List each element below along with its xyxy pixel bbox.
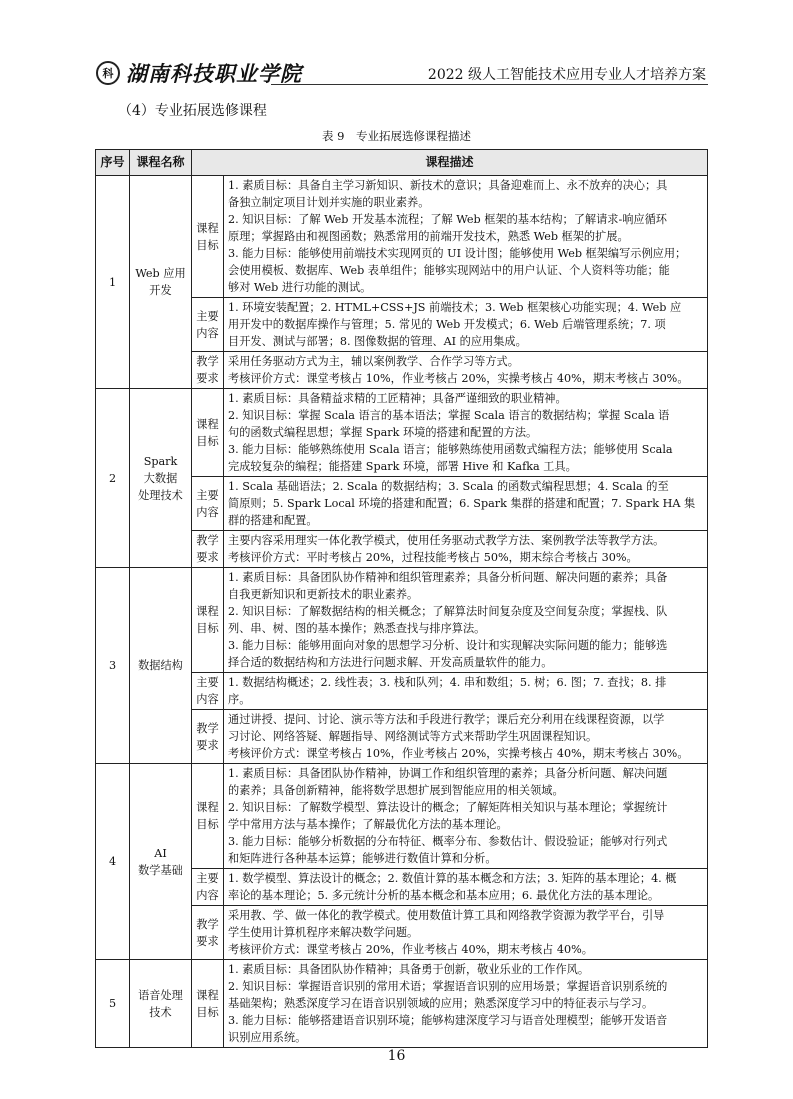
detail-label [192,960,224,1047]
description-line: 3. 能力目标：能够用面向对象的思想学习分析、设计和实现解决实际问题的能力；能够选 [228,639,668,652]
description-line: 3. 能力目标：能够分析数据的分布特征、概率分布、参数估计、假设验证；能够对行列式 [228,835,668,848]
detail-label-line: 教学 [196,917,219,931]
course-description-table [95,149,708,1048]
detail-label-line: 目标 [196,818,219,831]
detail-row [192,531,707,568]
detail-label-line: 要求 [196,934,219,948]
detail-label-line: 目标 [196,1005,219,1019]
detail-label-line: 要求 [196,372,219,385]
course-name-line: AI [154,846,167,860]
course-name [130,764,192,960]
detail-description [224,389,708,477]
course-detail-table [192,568,707,763]
description-line: 2. 知识目标：了解数学模型、算法设计的概念；了解矩阵相关知识与基本理论；掌握统计 [228,801,668,814]
detail-row [192,568,707,673]
description-line: 和矩阵进行各种基本运算；能够进行数值计算和分析。 [228,852,497,865]
course-name [130,960,192,1048]
detail-row [192,906,707,960]
description-line: 自我更新知识和更新技术的职业素养。 [228,588,419,601]
description-line: 考核评价方式：课堂考核占 10%，作业考核占 20%，实操考核占 40%，期末考核占 30%。 [228,747,689,760]
detail-row [192,176,707,298]
course-name-line: 处理技术 [138,488,183,502]
detail-label [192,906,224,960]
detail-row [192,352,707,389]
header-divider [271,84,708,85]
detail-label-line: 内容 [196,693,219,706]
description-line: 列、串、树、图的基本操作；熟悉查找与排序算法。 [228,622,486,635]
description-line: 1. 数学模型、算法设计的概念；2. 数值计算的基本概念和方法；3. 矩阵的基本理论；4. 概 [228,872,677,885]
detail-label [192,673,224,710]
section-title: （4）专业拓展选修课程 [118,103,267,119]
table-row [96,764,708,960]
description-line: 考核评价方式：课堂考核占 20%，作业考核占 40%，期末考核占 40%。 [228,943,593,956]
column-header-number: 序号 [96,150,130,176]
table-row [96,568,708,764]
table-row [96,960,708,1048]
column-header-description: 课程描述 [192,150,708,176]
detail-label [192,298,224,352]
description-line: 识别应用系统。 [228,1031,307,1044]
course-detail-table [192,176,707,388]
detail-label [192,710,224,764]
detail-label [192,352,224,389]
description-line: 2. 知识目标：了解数据结构的相关概念；了解算法时间复杂度及空间复杂度；掌握栈、队 [228,605,668,618]
detail-description [224,531,708,568]
description-line: 1. 数据结构概述；2. 线性表；3. 栈和队列；4. 串和数组；5. 树；6. 图；7. 查找；8. 排 [228,676,667,689]
course-name-line: Web 应用 [135,267,186,280]
description-line: 基础架构；熟悉深度学习在语音识别领域的应用；熟悉深度学习中的特征表示与学习。 [228,997,654,1010]
detail-row [192,477,707,531]
table-row [96,389,708,568]
detail-description [224,568,708,673]
detail-description [224,960,708,1047]
detail-label-line: 主要 [196,309,219,323]
course-number: 2 [96,389,130,568]
description-line: 简原则；5. Spark Local 环境的搭建和配置；6. Spark 集群的搭建和配置；7. Spark HA 集 [228,497,696,510]
description-line: 用开发中的数据库操作与管理；5. 常见的 Web 开发模式；6. Web 后端管理系统；7. 项 [228,318,666,331]
description-line: 1. 素质目标：具备团队协作精神；具备勇于创新，敬业乐业的工作作风。 [228,963,590,976]
description-line: 够对 Web 进行功能的测试。 [228,281,372,294]
description-line: 采用教、学、做一体化的教学模式。使用数值计算工具和网络教学资源为教学平台，引导 [228,909,665,922]
description-line: 群的搭建和配置。 [228,514,318,527]
course-number: 3 [96,568,130,764]
description-line: 采用任务驱动方式为主，辅以案例教学、合作学习等方式。 [228,355,519,368]
detail-label [192,531,224,568]
course-name-line: 开发 [149,284,172,297]
page-number: 16 [387,1048,406,1064]
detail-label-line: 内容 [196,889,219,902]
detail-row [192,389,707,477]
description-line: 通过讲授、提问、讨论、演示等方法和手段进行教学；课后充分利用在线课程资源，以学 [228,713,665,726]
course-number: 1 [96,176,130,389]
detail-description [224,477,708,531]
description-line: 备独立制定项目计划并实施的职业素养。 [228,196,430,209]
description-line: 目开发、测试与部署；8. 图像数据的管理、AI 的应用集成。 [228,335,527,348]
course-number: 5 [96,960,130,1048]
description-line: 的素养；具备创新精神，能将数学思想扩展到智能应用的相关领域。 [228,784,564,797]
detail-label [192,176,224,298]
description-line: 主要内容采用理实一体化教学模式，使用任务驱动式教学方法、案例教学法等教学方法。 [228,534,665,547]
column-header-course-name: 课程名称 [130,150,192,176]
detail-label [192,389,224,477]
description-line: 1. 素质目标：具备团队协作精神和组织管理素养；具备分析问题、解决问题的素养；具备 [228,571,668,584]
detail-description [224,298,708,352]
table-caption: 表 9 专业拓展选修课程描述 [322,129,471,143]
detail-label-line: 课程 [196,988,219,1002]
detail-label-line: 目标 [196,238,219,252]
detail-label-line: 课程 [196,221,219,235]
description-line: 3. 能力目标：能够熟练使用 Scala 语言；能够熟练使用函数式编程方法；能够使用 Scala [228,443,673,456]
course-name [130,389,192,568]
school-name: 湖南科技职业学院 [126,61,302,86]
description-line: 句的函数式编程思想；掌握 Spark 环境的搭建和配置的方法。 [228,426,538,439]
detail-label-line: 教学 [196,355,219,368]
description-line: 2. 知识目标：了解 Web 开发基本流程；了解 Web 框架的基本结构；了解请求-响应循环 [228,213,667,226]
course-number: 4 [96,764,130,960]
page-header [96,58,708,88]
detail-description [224,710,708,764]
description-line: 完成较复杂的编程；能搭建 Spark 环境，部署 Hive 和 Kafka 工具。 [228,460,577,473]
detail-label-line: 要求 [196,738,219,752]
description-line: 1. 素质目标：具备自主学习新知识、新技术的意识；具备迎难而上、永不放弃的决心；具 [228,179,668,192]
detail-row [192,764,707,869]
detail-description [224,764,708,869]
description-line: 3. 能力目标：能够使用前端技术实现网页的 UI 设计图；能够使用 Web 框架编写示例应用； [228,247,687,260]
course-name-line: Spark [143,454,178,468]
description-line: 择合适的数据结构和方法进行问题求解、开发高质量软件的能力。 [228,656,553,669]
course-name-line: 数据结构 [138,659,183,672]
table-header-row [96,150,708,176]
detail-label-line: 主要 [196,488,219,502]
document-title: 2022 级人工智能技术应用专业人才培养方案 [427,67,706,83]
course-name [130,568,192,764]
description-line: 2. 知识目标：掌握 Scala 语言的基本语法；掌握 Scala 语言的数据结构；掌握 Scala 语 [228,409,670,422]
detail-description [224,352,708,389]
course-name [130,176,192,389]
course-detail-table [192,960,707,1047]
detail-description [224,673,708,710]
detail-description [224,176,708,298]
detail-label-line: 目标 [196,434,219,448]
detail-label-line: 要求 [196,551,219,564]
course-name-line: 大数据 [143,471,178,485]
description-line: 率论的基本理论；5. 多元统计分析的基本概念和基本应用；6. 最优化方法的基本理论。 [228,889,660,902]
detail-label-line: 内容 [196,326,219,340]
detail-label-line: 教学 [196,721,219,735]
description-line: 会使用模板、数据库、Web 表单组件；能够实现网站中的用户认证、个人资料等功能；能 [228,264,670,277]
school-seal-icon: 科 [96,61,120,85]
detail-description [224,906,708,960]
course-name-line: 数学基础 [138,863,183,877]
detail-label [192,764,224,869]
table-row [96,176,708,389]
detail-row [192,673,707,710]
detail-row [192,710,707,764]
detail-label-line: 课程 [196,801,219,814]
detail-label-line: 内容 [196,505,219,519]
detail-label [192,869,224,906]
description-line: 1. 素质目标：具备团队协作精神，协调工作和组织管理的素养；具备分析问题、解决问题 [228,767,668,780]
detail-label-line: 教学 [196,534,219,547]
detail-row [192,960,707,1047]
description-line: 1. 环境安装配置；2. HTML+CSS+JS 前端技术；3. Web 框架核心功能实现；4. Web 应 [228,301,682,314]
detail-label-line: 课程 [196,605,219,618]
detail-label-line: 主要 [196,872,219,885]
course-name-line: 语音处理 [138,988,183,1002]
description-line: 考核评价方式：课堂考核占 10%，作业考核占 20%，实操考核占 40%，期末考核占 30%。 [228,372,689,385]
description-line: 习讨论、网络答疑、解题指导、网络测试等方式来帮助学生巩固课程知识。 [228,730,598,743]
detail-description [224,869,708,906]
detail-label-line: 课程 [196,417,219,431]
description-line: 原理；掌握路由和视图函数；熟悉常用的前端开发技术，熟悉 Web 框架的扩展。 [228,230,629,243]
detail-row [192,869,707,906]
detail-label-line: 目标 [196,622,219,635]
description-line: 1. 素质目标：具备精益求精的工匠精神；具备严谨细致的职业精神。 [228,392,567,405]
course-detail-table [192,764,707,959]
description-line: 序。 [228,693,251,706]
detail-label [192,477,224,531]
detail-row [192,298,707,352]
description-line: 2. 知识目标：掌握语音识别的常用术语；掌握语音识别的应用场景；掌握语音识别系统的 [228,980,668,993]
detail-label-line: 主要 [196,676,219,689]
course-detail-table [192,389,707,567]
description-line: 考核评价方式：平时考核占 20%，过程技能考核占 50%，期末综合考核占 30%。 [228,551,638,564]
description-line: 学中常用方法与基本操作；了解最优化方法的基本理论。 [228,818,508,831]
course-name-line: 技术 [149,1005,172,1019]
description-line: 3. 能力目标：能够搭建语音识别环境；能够构建深度学习与语音处理模型；能够开发语音 [228,1014,668,1027]
detail-label [192,568,224,673]
description-line: 1. Scala 基础语法；2. Scala 的数据结构；3. Scala 的函数式编程思想；4. Scala 的至 [228,480,669,493]
description-line: 学生使用计算机程序来解决数学问题。 [228,926,419,939]
